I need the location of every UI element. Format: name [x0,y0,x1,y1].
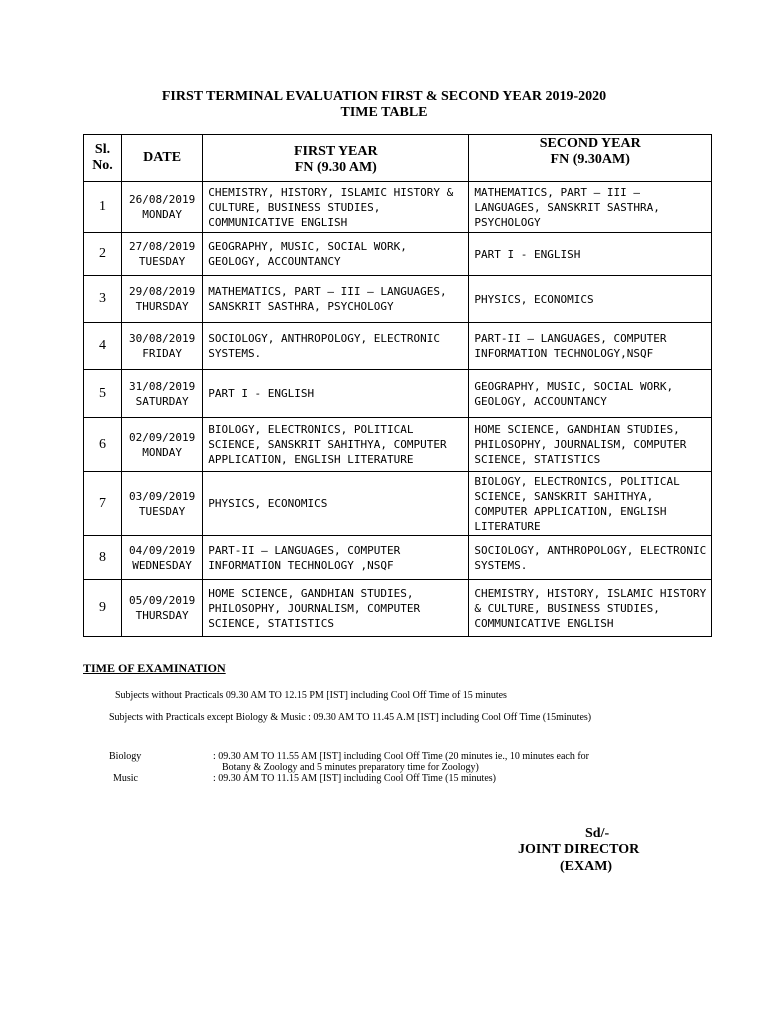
header-sl-no: Sl. No. [84,135,122,182]
row-day: FRIDAY [142,347,182,360]
row-day: TUESDAY [138,255,186,268]
row-second-year-subjects: SOCIOLOGY, ANTHROPOLOGY, ELECTRONIC SYSTEMS. [469,536,712,580]
row-date-value: 03/09/2019 [128,489,196,503]
music-label: Music [113,773,138,784]
row-sl-no: 9 [84,580,122,637]
document-title: FIRST TERMINAL EVALUATION FIRST & SECOND YEAR 2019-2020 [161,89,607,104]
row-sl-no: 5 [84,370,122,418]
without-practicals-line: Subjects without Practicals 09.30 AM TO 12.15 PM [IST] including Cool Off Time of 15 minutes [115,690,507,701]
row-day: THURSDAY [135,609,189,622]
row-sl-no: 6 [84,418,122,472]
signature-dept: (EXAM) [560,859,613,874]
row-date [122,472,203,536]
row-date-value: 02/09/2019 [128,430,196,444]
biology-time-line2: Botany & Zoology and 5 minutes preparatory time for Zoology) [222,762,479,773]
header-first-year: FIRST YEAR FN (9.30 AM) [203,135,469,182]
row-day: TUESDAY [138,504,186,518]
row-date-value: 31/08/2019 [128,379,196,393]
row-second-year-subjects: PART-II – LANGUAGES, COMPUTER INFORMATION TECHNOLOGY,NSQF [469,323,712,370]
row-date [122,233,203,276]
row-first-year-subjects: PHYSICS, ECONOMICS [203,472,469,536]
biology-time-line1: : 09.30 AM TO 11.55 AM [IST] including Cool Off Time (20 minutes ie., 10 minutes each for [213,751,590,762]
table-row [84,233,712,276]
row-sl-no: 2 [84,233,122,276]
row-first-year-subjects: PART I - ENGLISH [203,370,469,418]
row-first-year-subjects: HOME SCIENCE, GANDHIAN STUDIES, PHILOSOPHY, JOURNALISM, COMPUTER SCIENCE, STATISTICS [203,580,469,637]
row-sl-no: 7 [84,472,122,536]
row-day: SATURDAY [135,394,189,408]
row-date [122,418,203,472]
row-date-value: 04/09/2019 [128,543,196,557]
time-of-examination-heading: TIME OF EXAMINATION [83,661,226,675]
with-practicals-line: Subjects with Practicals except Biology & Music : 09.30 AM TO 11.45 A.M [IST] including Cool Off Time (15minutes) [109,712,592,723]
row-second-year-subjects: CHEMISTRY, HISTORY, ISLAMIC HISTORY & CULTURE, BUSINESS STUDIES, COMMUNICATIVE ENGLISH [469,580,712,637]
row-second-year-subjects: BIOLOGY, ELECTRONICS, POLITICAL SCIENCE, SANSKRIT SAHITHYA, COMPUTER APPLICATION, ENGLISH LITERATURE [469,472,712,536]
row-sl-no: 1 [84,182,122,233]
row-date [122,276,203,323]
table-row [84,580,712,637]
row-sl-no: 4 [84,323,122,370]
row-date [122,580,203,637]
row-second-year-subjects: MATHEMATICS, PART – III – LANGUAGES, SANSKRIT SASTHRA, PSYCHOLOGY [469,182,712,233]
row-date [122,536,203,580]
signature-sd: Sd/- [585,826,610,841]
table-row [84,418,712,472]
table-row [84,323,712,370]
row-date [122,182,203,233]
row-date-value: 05/09/2019 [128,594,196,607]
row-second-year-subjects: PART I - ENGLISH [469,233,712,276]
row-date-value: 30/08/2019 [128,332,196,345]
biology-label: Biology [109,751,142,762]
row-date-value: 26/08/2019 [128,193,196,206]
table-row [84,370,712,418]
row-day: MONDAY [142,208,182,221]
table-header-row [84,135,712,182]
row-first-year-subjects: MATHEMATICS, PART – III – LANGUAGES, SANSKRIT SASTHRA, PSYCHOLOGY [203,276,469,323]
table-row [84,182,712,233]
document-subtitle: TIME TABLE [340,105,428,120]
row-first-year-subjects: CHEMISTRY, HISTORY, ISLAMIC HISTORY & CULTURE, BUSINESS STUDIES, COMMUNICATIVE ENGLISH [203,182,469,233]
row-second-year-subjects: PHYSICS, ECONOMICS [469,276,712,323]
row-date [122,323,203,370]
header-date: DATE [122,135,203,182]
row-date-value: 27/08/2019 [128,240,196,253]
row-second-year-subjects: GEOGRAPHY, MUSIC, SOCIAL WORK, GEOLOGY, ACCOUNTANCY [469,370,712,418]
row-first-year-subjects: PART-II – LANGUAGES, COMPUTER INFORMATION TECHNOLOGY ,NSQF [203,536,469,580]
row-date-value: 29/08/2019 [128,285,196,298]
signature-designation: JOINT DIRECTOR [518,842,640,857]
row-first-year-subjects: GEOGRAPHY, MUSIC, SOCIAL WORK, GEOLOGY, ACCOUNTANCY [203,233,469,276]
row-second-year-subjects: HOME SCIENCE, GANDHIAN STUDIES, PHILOSOPHY, JOURNALISM, COMPUTER SCIENCE, STATISTICS [469,418,712,472]
row-first-year-subjects: SOCIOLOGY, ANTHROPOLOGY, ELECTRONIC SYSTEMS. [203,323,469,370]
row-day: WEDNESDAY [132,558,192,572]
row-date [122,370,203,418]
row-sl-no: 8 [84,536,122,580]
header-second-year: SECOND YEAR FN (9.30AM) [469,135,712,182]
row-day: THURSDAY [135,300,189,313]
timetable [83,134,712,637]
table-row [84,472,712,536]
row-first-year-subjects: BIOLOGY, ELECTRONICS, POLITICAL SCIENCE, SANSKRIT SAHITHYA, COMPUTER APPLICATION, ENGLISH LITERATURE [203,418,469,472]
table-row [84,276,712,323]
table-row [84,536,712,580]
row-day: MONDAY [142,445,182,459]
music-time-line: : 09.30 AM TO 11.15 AM [IST] including Cool Off Time (15 minutes) [213,773,496,784]
row-sl-no: 3 [84,276,122,323]
